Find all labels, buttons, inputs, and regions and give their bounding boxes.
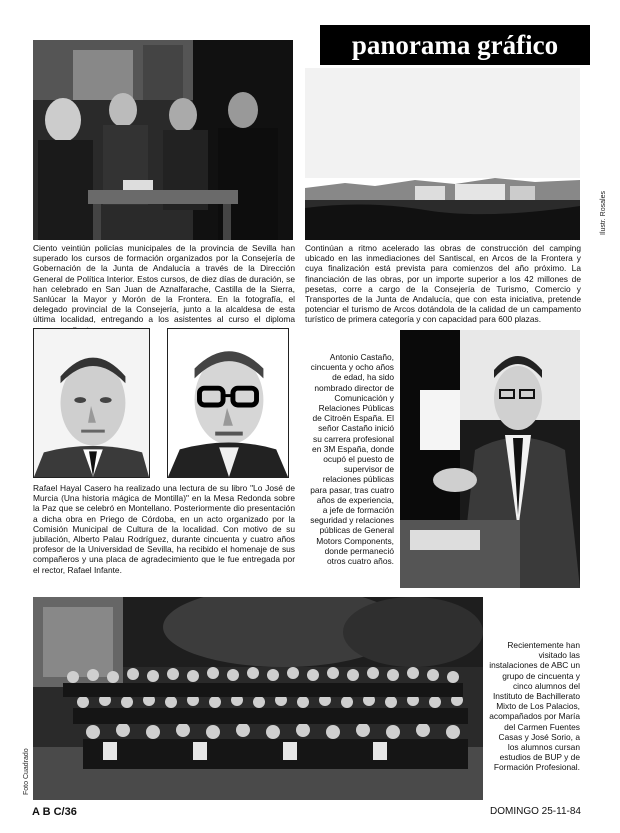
publication-date: DOMINGO 25-11-84 (490, 806, 581, 817)
caption-antonio-castano: Antonio Castaño, cincuenta y ocho años de edad, ha sido nombrado director de Comunicación y Relaciones Públicas de Citroën España. El señor Castaño inició su carrera profesional en 3M España, donde ocupó el puesto de supervisor de relaciones públicas para pasar, tras cuatro años de experiencia, a jefe de formación seguridad y relaciones públicas de General Motors Components, donde permaneció otros cuatro años. (310, 352, 394, 567)
photo-antonio-castano (400, 330, 580, 588)
caption-students-visit: Recientemente han visitado las instalaciones de ABC un grupo de cincuenta y cinco alumnos del Instituto de Bachillerato Mixto de Los Palacios, acompañados por María del Carmen Fuentes Casas y José Sorio, a los alumnos cursan estudios de BUP y de Formación Profesional. (489, 640, 580, 773)
photo-camping-construction (305, 68, 580, 240)
photo-credit-camping: Ilustr. Rosales (600, 191, 607, 235)
caption-camping-construction: Continúan a ritmo acelerado las obras de construcción del camping ubicado en las inmediaciones del Santiscal, en Arcos de la Frontera y cuya finalización está prevista para comienzos del año próximo. La financiación de las obras, por un importe superior a los 42 millones de pesetas, corre a cargo de la Consejería de Turismo, Comercio y Transportes de la Junta de Andalucía, que con esta iniciativa, pretende potenciar el turismo de Arcos dotándola de la calidad de un campamento turístico de primera categoría y con capacidad para 600 plazas. (305, 243, 581, 325)
section-title: panorama gráfico (320, 25, 590, 65)
photo-credit-students: Foto Cuadrado (23, 748, 30, 795)
caption-hayal-palau: Rafael Hayal Casero ha realizado una lectura de su libro "Lo José de Murcia (Una historia mágica de Montilla)" en la Mesa Redonda sobre la Paz que se celebró en Montellano. Posteriormente dio presentación a dicha obra en Priego de Córdoba, en un acto organizado por la Comisión Municipal de Cultura de la localidad. Con motivo de su jubilación, Alberto Palau Rodríguez, durante cincuenta y cuatro años profesor de la Universidad de Sevilla, ha recibido el homenaje de sus compañeros y una placa de agradecimiento que le fue entregada por el rector, Rafael Infante. (33, 483, 295, 575)
portrait-rafael-hayal (33, 328, 150, 478)
page-number: A B C/36 (32, 806, 77, 818)
portrait-alberto-palau (167, 328, 289, 478)
caption-police-diploma: Ciento veintiún policías municipales de la provincia de Sevilla han superado los cursos de formación organizados por la Consejería de Gobernación de la Junta de Andalucía a través de la Dirección General de Política Interior. Estos cursos, de diez días de duración, se han celebrado en San Juan de Aznalfarache, Castilla de la Sierra, Sanlúcar la Mayor y Morón de la Frontera. En la fotografía, el delegado provincial de la Consejería, junto a la alcaldesa de esta última localidad, entregando a los asistentes al curso el diploma (33, 243, 295, 325)
photo-police-diploma (33, 40, 293, 240)
photo-students-group (33, 597, 483, 800)
